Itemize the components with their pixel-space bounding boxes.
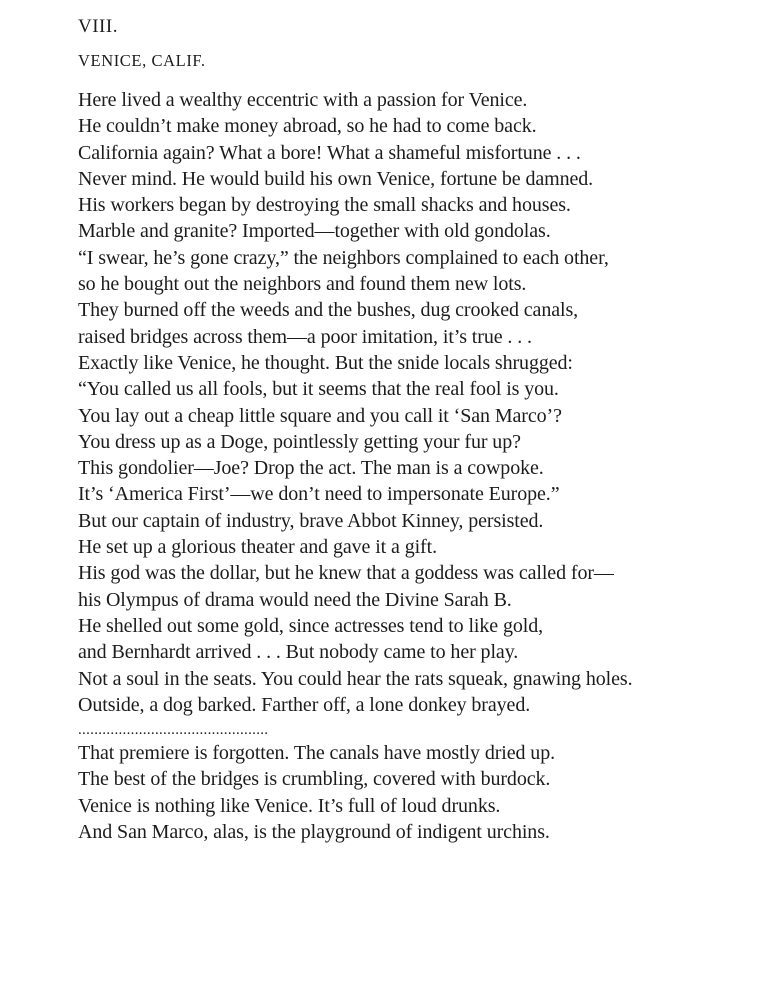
poem-line: Here lived a wealthy eccentric with a passion for Venice. <box>78 89 528 111</box>
poem-line: You dress up as a Doge, pointlessly getting your fur up? <box>78 430 521 453</box>
stanza-separator: ............................................... <box>78 722 269 739</box>
poem-line: “You called us all fools, but it seems that the real fool is you. <box>78 378 559 401</box>
poem-line: raised bridges across them—a poor imitation, it’s true . . . <box>78 325 532 348</box>
poem-line: Outside, a dog barked. Farther off, a lone donkey brayed. <box>78 693 531 716</box>
poem-line: And San Marco, alas, is the playground of indigent urchins. <box>78 821 550 844</box>
poem-line: He shelled out some gold, since actresses tend to like gold, <box>78 614 544 637</box>
section-number: VIII. <box>78 16 118 37</box>
poem-line: It’s ‘America First’—we don’t need to impersonate Europe.” <box>78 483 560 506</box>
poem-line: “I swear, he’s gone crazy,” the neighbors complained to each other, <box>78 246 609 269</box>
poem-line: his Olympus of drama would need the Divine Sarah B. <box>78 588 512 611</box>
poem-line: California again? What a bore! What a shameful misfortune . . . <box>78 141 581 164</box>
poem-line: and Bernhardt arrived . . . But nobody came to her play. <box>78 641 519 664</box>
poem-body <box>78 87 768 845</box>
poem-line: Exactly like Venice, he thought. But the snide locals shrugged: <box>78 351 573 374</box>
poem-line: Not a soul in the seats. You could hear the rats squeak, gnawing holes. <box>78 667 633 690</box>
poem-line: He couldn’t make money abroad, so he had to come back. <box>78 115 537 138</box>
poem-line: so he bought out the neighbors and found them new lots. <box>78 273 527 296</box>
poem-line: This gondolier—Joe? Drop the act. The man is a cowpoke. <box>78 457 544 480</box>
poem-line: That premiere is forgotten. The canals have mostly dried up. <box>78 742 556 765</box>
poem-line: His god was the dollar, but he knew that a goddess was called for— <box>78 562 614 585</box>
poem-title: VENICE, CALIF. <box>78 51 206 70</box>
poem-line: Marble and granite? Imported—together with old gondolas. <box>78 220 551 243</box>
poem-line: They burned off the weeds and the bushes, dug crooked canals, <box>78 299 579 322</box>
poem-line: His workers began by destroying the small shacks and houses. <box>78 194 571 217</box>
poem-line: Never mind. He would build his own Venice, fortune be damned. <box>78 167 594 190</box>
poem-line: You lay out a cheap little square and you call it ‘San Marco’? <box>78 404 562 427</box>
poem-line: The best of the bridges is crumbling, covered with burdock. <box>78 768 551 791</box>
poem-line: But our captain of industry, brave Abbot Kinney, persisted. <box>78 509 544 532</box>
poem-line: Venice is nothing like Venice. It’s full of loud drunks. <box>78 794 501 817</box>
poem-line: He set up a glorious theater and gave it a gift. <box>78 536 437 559</box>
